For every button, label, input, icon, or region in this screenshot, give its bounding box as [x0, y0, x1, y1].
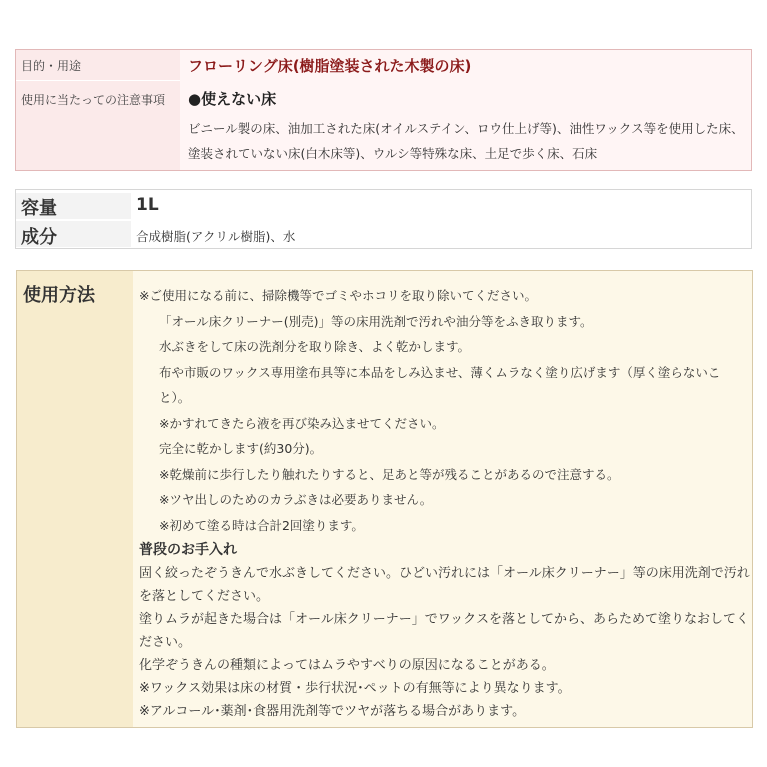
howto-step: 完全に乾かします(約30分)。: [159, 441, 323, 456]
care-line: ※アルコール･薬剤･食器用洗剤等でツヤが落ちる場合があります。: [139, 704, 526, 719]
row-divider: [16, 80, 180, 81]
purpose-value: フローリング床(樹脂塗装された木製の床): [188, 57, 472, 75]
howto-box: [16, 270, 753, 728]
howto-step: 水ぶきをして床の洗剤分を取り除き、よく乾かします。: [159, 339, 471, 354]
care-line: 固く絞ったぞうきんで水ぶきしてください。ひどい汚れには「オール床クリーナー」等の床用洗剤で汚れを落としてください。: [139, 566, 750, 604]
components-label: 成分: [21, 227, 57, 248]
spec-box: [15, 189, 752, 249]
cannot-use-detail: ビニール製の床、油加工された床(オイルステイン、ロウ仕上げ等)、油性ワックス等を使用した床、塗装されていない床(白木床等)、ウルシ等特殊な床、土足で歩く床、石床: [188, 121, 744, 161]
purpose-label: 目的・用途: [21, 59, 82, 73]
care-title: 普段のお手入れ: [139, 542, 237, 558]
care-line: 塗りムラが起きた場合は「オール床クリーナー」でワックスを落としてから、あらためて塗りなおしてください。: [139, 612, 749, 650]
capacity-label: 容量: [21, 198, 57, 219]
caution-label: 使用に当たっての注意事項: [21, 93, 166, 107]
howto-step: 布や市販のワックス専用塗布具等に本品をしみ込ませ、薄くムラなく塗り広げます（厚く塗らないこと）。: [159, 364, 721, 405]
usage-box: [15, 49, 752, 171]
components-value: 合成樹脂(アクリル樹脂)、水: [136, 229, 296, 244]
howto-content: [139, 283, 751, 723]
howto-step: ※乾燥前に歩行したり触れたりすると、足あと等が残ることがあるので注意する。: [159, 466, 620, 482]
care-line: 化学ぞうきんの種類によってはムラやすべりの原因になることがある。: [139, 658, 555, 673]
howto-step: 「オール床クリーナー(別売)」等の床用洗剤で汚れや油分等をふき取ります。: [159, 313, 593, 329]
care-line: ※ワックス効果は床の材質・歩行状況･ペットの有無等により異なります。: [139, 681, 571, 696]
capacity-value: 1L: [136, 195, 159, 215]
howto-label-column: [17, 271, 133, 727]
howto-step: ※ツヤ出しのためのカラぶきは必要ありません。: [159, 492, 433, 507]
howto-step: ※かすれてきたら液を再び染み込ませてください。: [159, 415, 445, 431]
howto-step: ※初めて塗る時は合計2回塗ります。: [159, 517, 364, 533]
cannot-use-heading: ●使えない床: [188, 90, 277, 108]
howto-step: ※ご使用になる前に、掃除機等でゴミやホコリを取り除いてください。: [139, 288, 537, 303]
howto-label: 使用方法: [23, 285, 95, 306]
